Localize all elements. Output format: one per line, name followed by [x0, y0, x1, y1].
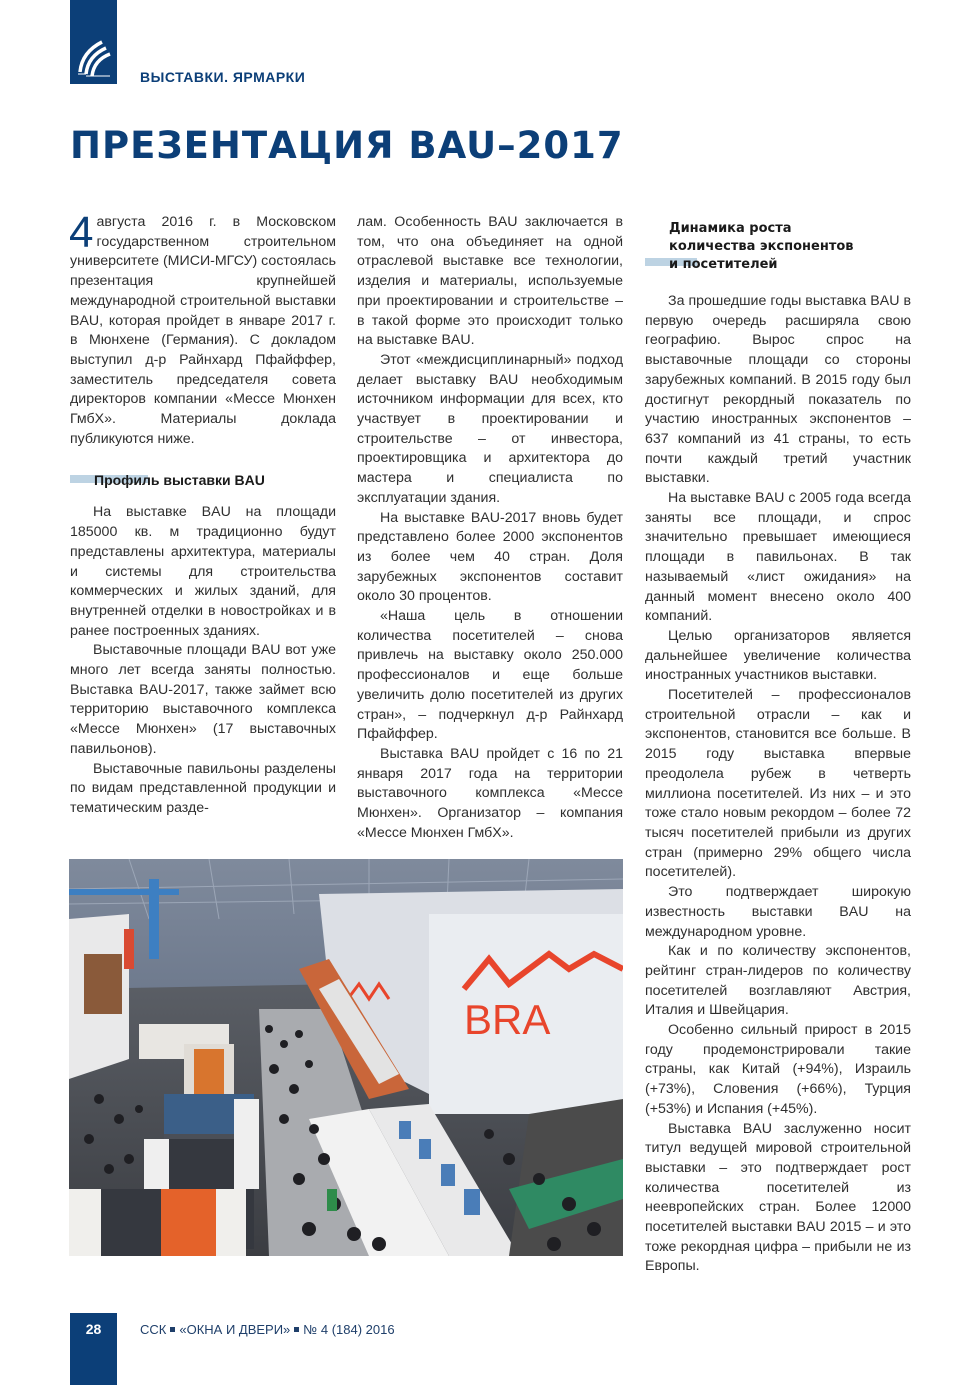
paragraph: лам. Особенность BAU заключается в том, что она объединяет на одной отраслевой выставке все технологии, изделия и материалы, используемые при проектировании и строительстве – в такой форме это происходит только на выставке BAU.	[357, 214, 623, 349]
paragraph: Особенно сильный прирост в 2015 году продемонстрировали такие страны, как Китай (+94%), Израиль (+73%), Словения (+66%), Турция (+53%) и Испания (+45%).	[645, 1022, 911, 1117]
page-number: 28	[85, 1321, 102, 1337]
subheading-profile: Профиль выставки BAU	[70, 471, 336, 489]
paragraph: «Наша цель в отношении количества посетителей – снова привлечь на выставку около 250.000 профессионалов и еще больше увеличить долю посетителей из других стран», – подчеркнул д-р Райнхард Пфайффер.	[357, 608, 623, 743]
paragraph: Это подтверждает широкую известность выставки BAU на международном уровне.	[645, 884, 911, 940]
paragraph: Выставочные площади BAU вот уже много лет всегда заняты полностью. Выставка BAU-2017, также займет всю территорию выставочного комплекса «Мессе Мюнхен» (17 выставочных павильонов).	[70, 642, 336, 757]
section-label: ВЫСТАВКИ. ЯРМАРКИ	[140, 69, 306, 85]
paragraph: На выставке BAU-2017 вновь будет представлено более 2000 экспонентов из более чем 40 стран. Доля зарубежных экспонентов составит около 30 процентов.	[357, 509, 623, 605]
square-bullet-icon	[294, 1327, 299, 1332]
page-number-tab	[70, 1313, 117, 1385]
paragraph: Выставка BAU пройдет с 16 по 21 января 2017 года на территории выставочного комплекса «Мессе Мюнхен». Организатор – компания «Мессе Мюнхен ГмбХ».	[357, 745, 623, 841]
page-title: ПРЕЗЕНТАЦИЯ BAU–2017	[70, 124, 624, 167]
braas-sign: BRA	[464, 996, 551, 1043]
dropcap: 4	[69, 208, 94, 257]
paragraph: Посетителей – профессионалов строительной отрасли – как и экспонентов, становится все больше. В 2015 году выставка впервые преодолела рубеж в четверть миллиона посетителей. Из них – и это тоже стало новым рекордом – более 72 тысяч посетителей прибыли из других стран (примерно 29% общего числа посетителей).	[645, 687, 911, 881]
paragraph: Выставочные павильоны разделены по видам представленной продукции и тематическим разде-	[70, 760, 336, 816]
paragraph: На выставке BAU на площади 185000 кв. м традиционно будут представлены архитектура, материалы и системы для строительства коммерческих и жилых зданий, для внутренней отделки в новостройках и в ранее построенных зданиях.	[70, 504, 336, 639]
paragraph: Выставка BAU заслуженно носит титул ведущей мировой строительной выставки – это подтверждает рост количества посетителей из неевропейских стран. Более 12000 посетителей выставки BAU 2015 – и это тоже рекордная цифра – прибыли не из Европы.	[645, 1120, 911, 1275]
subheading-dynamics: Динамика роста количества экспонентов и посетителей	[645, 220, 911, 274]
column-3	[645, 292, 911, 1277]
square-bullet-icon	[170, 1327, 175, 1332]
paragraph: Целью организаторов является дальнейшее увеличение количества иностранных участников выставки.	[645, 627, 911, 684]
paragraph: На выставке BAU с 2005 года всегда заняты все площади, и спрос значительно превышает имеющиеся площади в павильонах. В так называемый «лист ожидания» на данный момент внесено около 400 компаний.	[645, 490, 911, 625]
exhibition-hall-photo	[69, 859, 623, 1256]
column-2	[357, 213, 623, 844]
paragraph: Этот «междисциплинарный» подход делает выставку BAU необходимым источником информации для всех, кто участвует в проектировании и строительстве – от инвестора, проектировщика и архитектора до мастера и специалиста по эксплуатации здания.	[357, 351, 623, 506]
paragraph: Как и по количеству экспонентов, рейтинг стран-лидеров по количеству посетителей возглавляют Австрия, Италия и Швейцария.	[645, 943, 911, 1019]
column-1	[69, 208, 336, 819]
paragraph: За прошедшие годы выставка BAU в первую очередь расширяла свою географию. Вырос спрос на выставочные площади со стороны зарубежных компаний. В 2015 году был достигнут рекордный показатель по участию иностранных экспонентов – 637 компаний из 41 страны, то есть почти каждый третий участник выставки.	[645, 293, 911, 487]
footer-publication: ССК «ОКНА И ДВЕРИ» № 4 (184) 2016	[140, 1322, 395, 1337]
intro-paragraph: 4 августа 2016 г. в Московском государственном строительном университете (МИСИ-МГСУ) состоялась презентация крупнейшей международной строительной выставки BAU, которая пройдет в январе 2017 г. в Мюнхене (Германия). С докладом выступил д-р Райнхард Пфайффер, заместитель председателя совета директоров компании «Мессе Мюнхен ГмбХ». Материалы доклада публикуются ниже.	[69, 208, 336, 447]
stylized-wave-logo-icon	[76, 38, 112, 78]
header-tab	[70, 0, 117, 84]
exhibition-photo-illustration	[69, 859, 623, 1256]
